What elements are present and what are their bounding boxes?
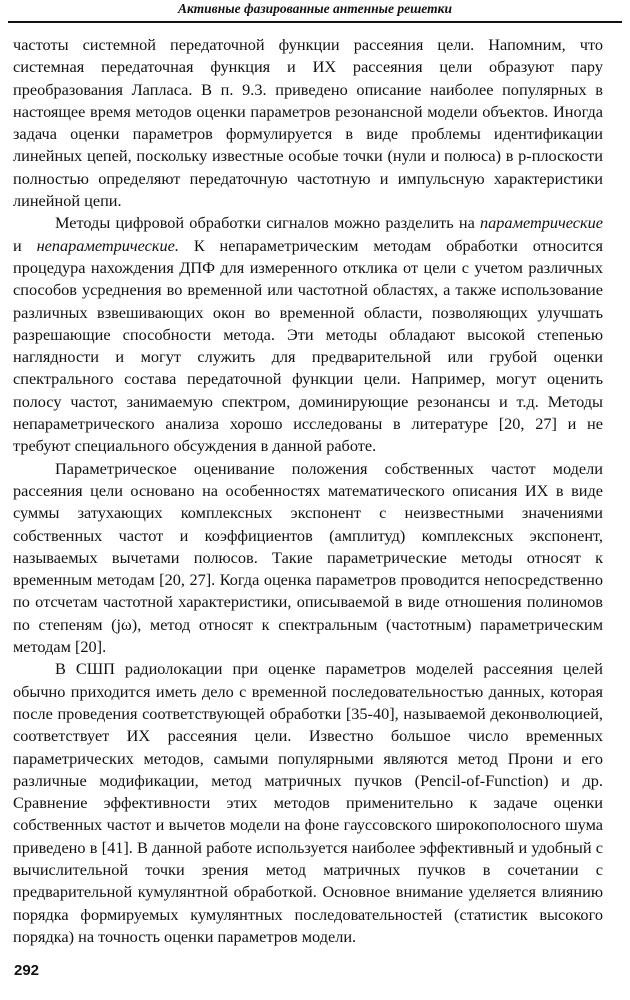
paragraph-1: частоты системной передаточной функции рассеяния цели. Напомним, что системная передаточная функция и ИХ рассеяния цели образуют пару преобразования Лапласа. В п. 9.3. приведено описание наиболее популярных в настоящее время методов оценки параметров резонансной модели объектов. Иногда задача оценки параметров формулируется в виде проблемы идентификации линейных цепей, поскольку известные особые точки (нули и полюса) в p-плоскости полностью определяют передаточную частотную и импульсную характеристики линейной цепи. (13, 35, 603, 211)
page-number: 292 (14, 962, 40, 979)
body-text (13, 34, 603, 948)
running-head: Активные фазированные антенные решетки (178, 1, 452, 16)
paragraph-3: Параметрическое оценивание положения собственных частот модели рассеяния цели основано на особенностях математического описания ИХ в виде суммы затухающих комплексных экспонент с неизвестными значениями собственных частот и коэффициентов (амплитуд) комплексных экспонент, называемых вычетами полюсов. Такие параметрические методы относят к временным методам [20, 27]. Когда оценка параметров проводится непосредственно по отсчетам частотной характеристики, описываемой в виде отношения полиномов по степеням (jω), метод относят к спектральным (частотным) параметрическим методам [20]. (13, 458, 603, 657)
term-parametric: параметрические (480, 213, 603, 233)
paragraph-2 (13, 212, 603, 457)
paragraph-4: В СШП радиолокации при оценке параметров моделей рассеяния целей обычно приходится иметь дело с временной последовательностью данных, которая после проведения соответствующей обработки [35-40], называемой деконволюцией, соответствует ИХ рассеяния цели. Известно большое число временных параметрических методов, самыми популярными являются метод Прони и его различные модификации, метод матричных пучков (Pencil-of-Function) и др. Сравнение эффективности этих методов применительно к задаче оценки собственных частот и вычетов модели на фоне гауссовского широкополосного шума приведено в [41]. В данной работе используется наиболее эффективный и удобный с вычислительной точки зрения метод матричных пучков в сочетании с предварительной кумулянтной обработкой. Основное внимание уделяется влиянию порядка формируемых кумулянтных последовательностей (статистик высокого порядка) на точность оценки параметров модели. (13, 659, 603, 946)
header-rule (8, 21, 622, 23)
paragraph-2-rest: К непараметрическим методам обработки относится процедура нахождения ДПФ для измеренного отклика от цели с учетом различных способов усреднения во временной или частотной областях, а также использование различных взвешивающих окон во временной области, позволяющих улучшать разрешающие способности метода. Эти методы обладают высокой степенью наглядности и могут служить для предварительной или грубой оценки спектрального состава передаточной функции цели. Например, могут оценить полосу частот, занимаемую спектром, доминирующие резонансы и т.д. Методы непараметрического анализа хорошо исследованы в литературе [20, 27] и не требуют специального обсуждения в данной работе. (13, 235, 603, 456)
paragraph-2-and: и (13, 235, 37, 255)
term-nonparametric: непараметрические. (36, 235, 179, 255)
paragraph-2-start: Методы цифровой обработки сигналов можно разделить на (55, 213, 480, 233)
